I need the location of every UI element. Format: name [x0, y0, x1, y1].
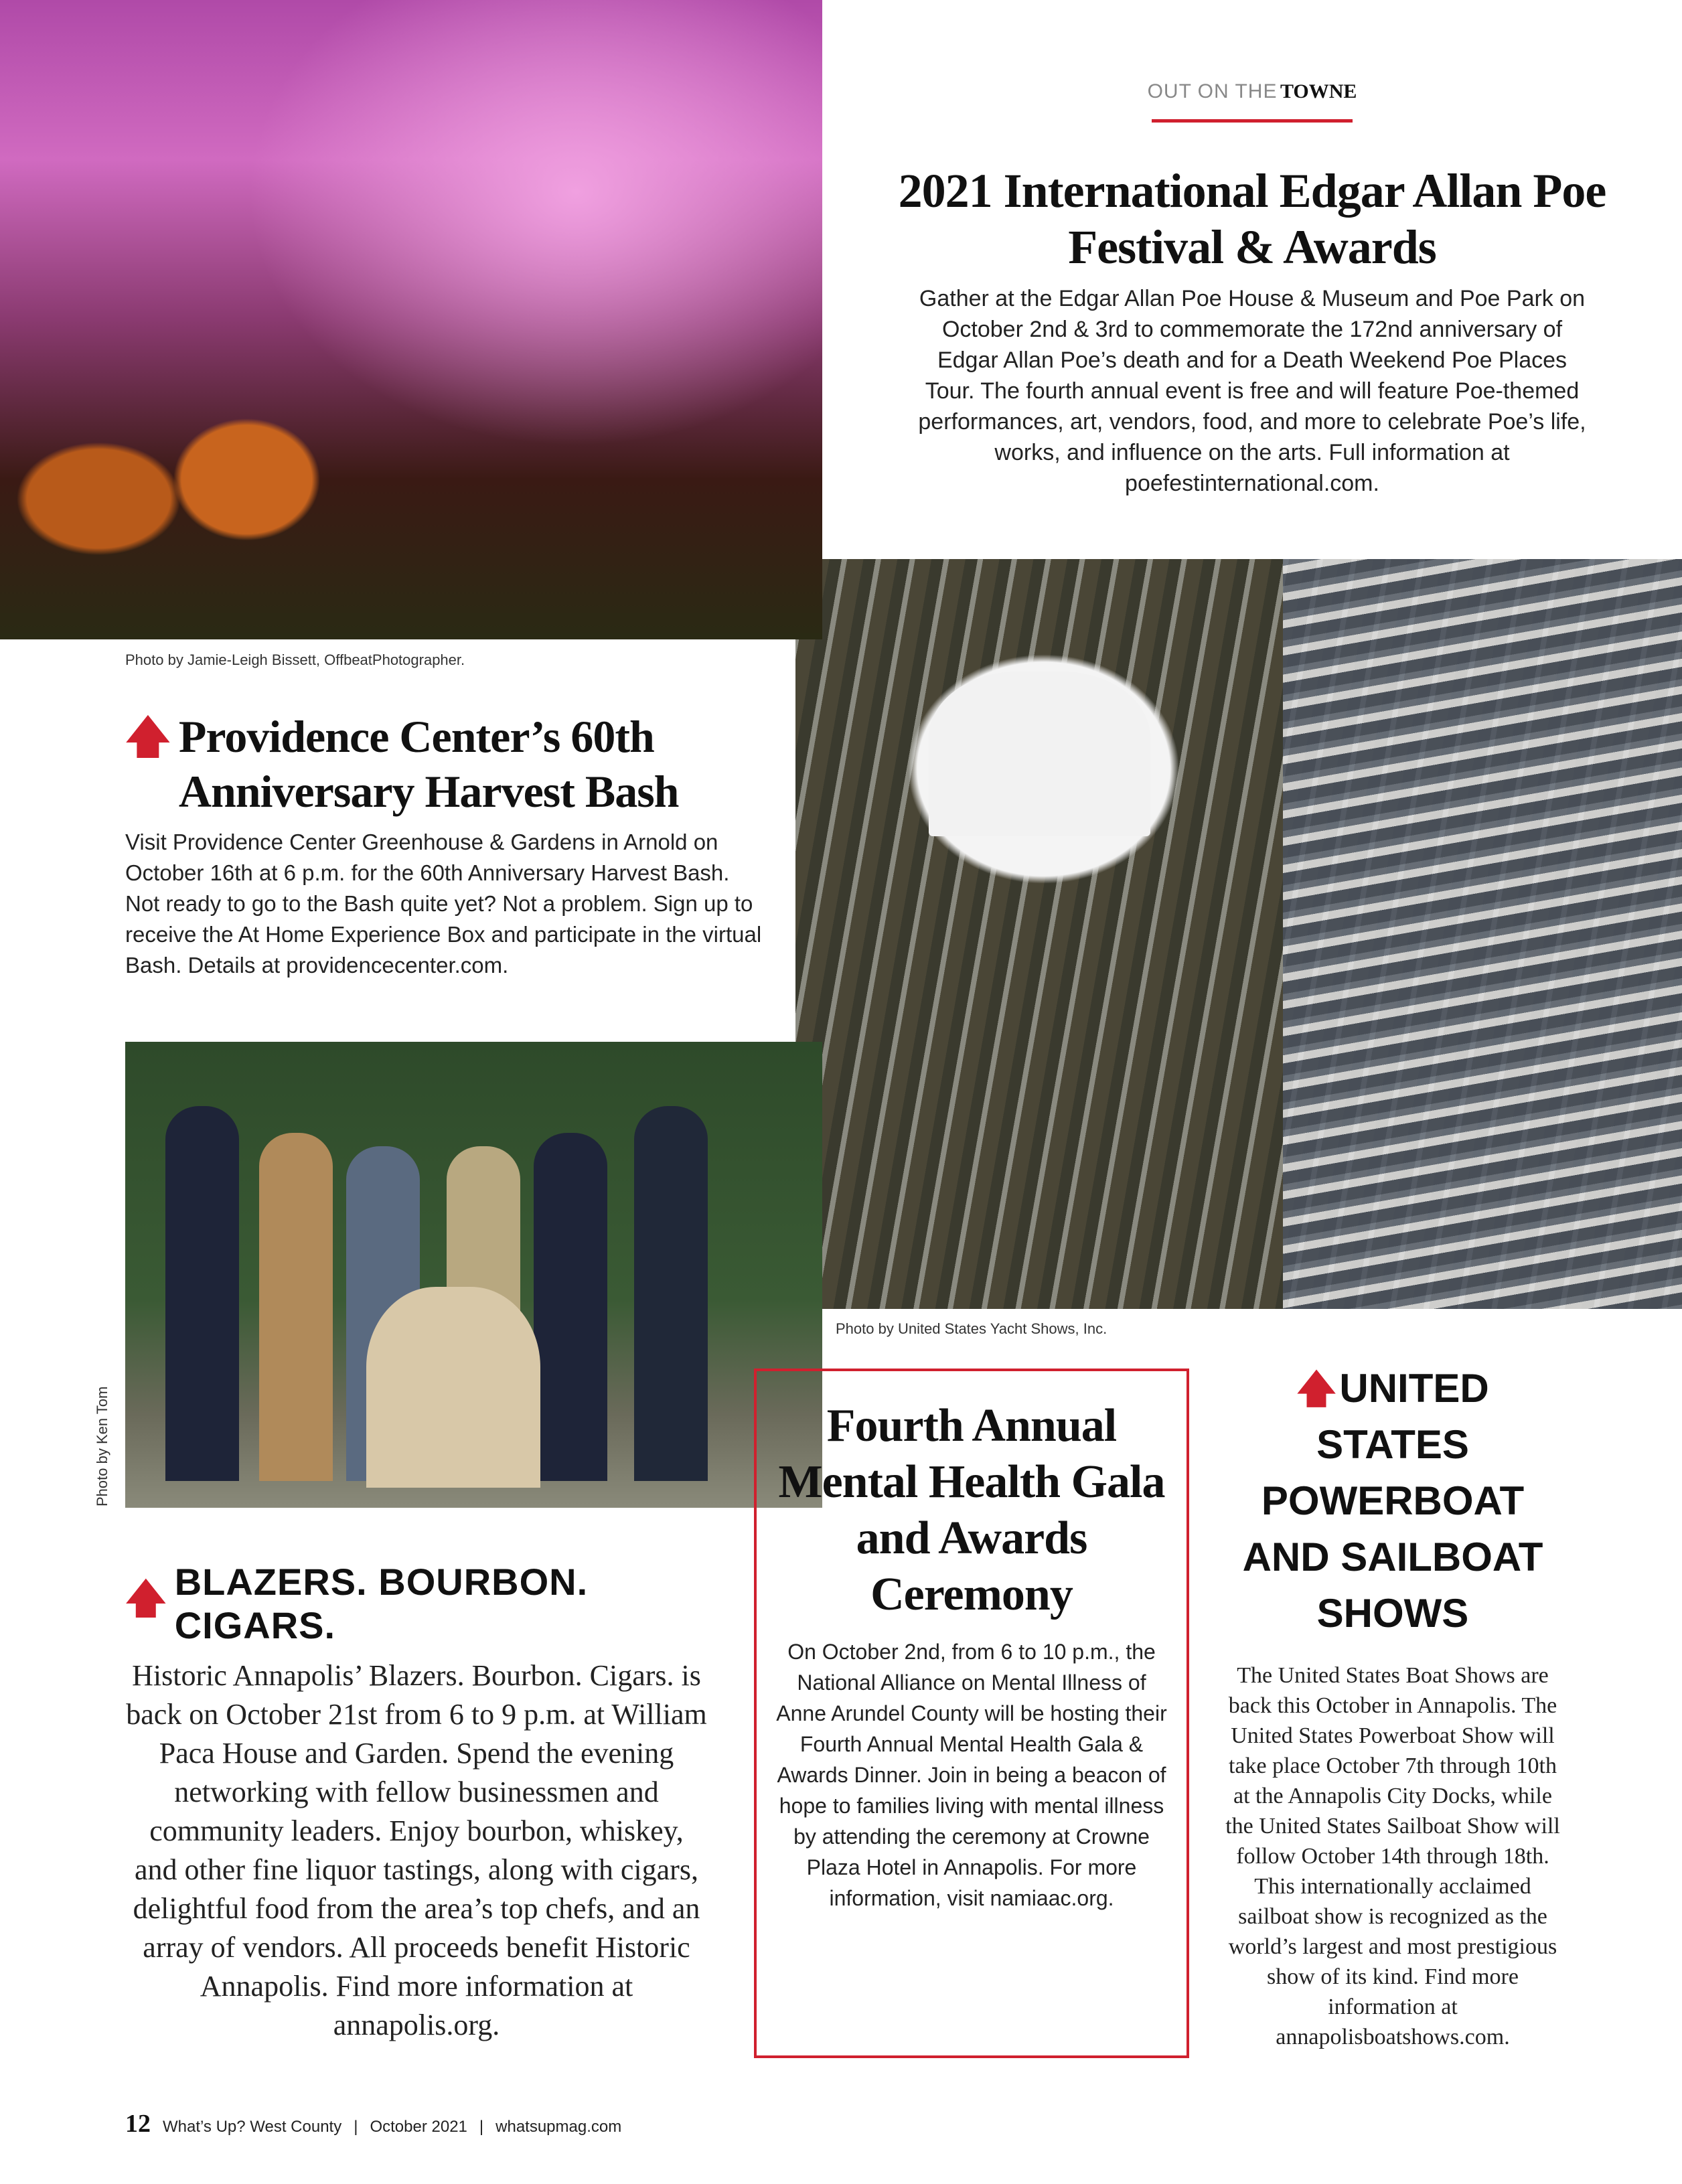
poe-title: 2021 International Edgar Allan Poe Festival & Awards — [898, 164, 1606, 274]
providence-heading: 🡅 Providence Center’s 60th Anniversary Harvest Bash — [125, 709, 781, 819]
section-underline — [1152, 119, 1353, 123]
boatshows-column — [1225, 1366, 1560, 2052]
providence-body: Visit Providence Center Greenhouse & Gardens in Arnold on October 16th at 6 p.m. for the 60th Anniversary Harvest Bash. Not ready to go to the Bash quite yet? Not a problem. Sign up to receive the At Home Experience Box and participate in the virtual Bash. Details at providencecenter.com. — [125, 830, 762, 978]
arrow-up-icon: 🡅 — [125, 712, 171, 761]
providence-column — [125, 651, 781, 981]
gala-box — [754, 1369, 1189, 2058]
page-number: 12 — [125, 2110, 151, 2138]
footer: 12 What’s Up? West County | October 2021 | whatsupmag.com — [125, 2110, 622, 2138]
blazers-heading: 🡅 BLAZERS. BOURBON. CIGARS. — [125, 1561, 589, 1646]
blazers-event-photo — [125, 1042, 822, 1508]
boat-show-marina-photo — [795, 559, 1682, 1309]
blazers-body: Historic Annapolis’ Blazers. Bourbon. Cigars. is back on October 21st from 6 to 9 p.m. at William Paca House and Garden. Spend the evening networking with fellow businessmen and community leaders. Enjoy bourbon, whiskey, and other fine liquor tastings, along with cigars, delightful food from the area’s top chefs, and an array of vendors. All proceeds benefit Historic Annapolis. Find more information at annapolis.org. — [126, 1659, 707, 2041]
site-link[interactable]: whatsupmag.com — [495, 2118, 622, 2136]
gala-title: Fourth Annual Mental Health Gala and Awards Ceremony — [778, 1400, 1165, 1620]
men-photo-caption: Photo by Ken Tom — [94, 1386, 110, 1506]
tent-photo-caption: Photo by Jamie-Leigh Bissett, OffbeatPhotographer. — [125, 651, 465, 668]
poe-column — [822, 80, 1682, 499]
poe-body: Gather at the Edgar Allan Poe House & Museum and Poe Park on October 2nd & 3rd to commemorate the 172nd anniversary of Edgar Allan Poe’s death and for a Death Weekend Poe Places Tour. The fourth annual event is free and will feature Poe-themed performances, art, vendors, food, and more to celebrate Poe’s life, works, and influence on the arts. Full information at poefestinternational.com. — [918, 286, 1586, 496]
blazers-column — [125, 1560, 714, 2045]
arrow-up-icon: 🡅 — [1296, 1367, 1336, 1411]
section-label: OUT ON THE TOWNE — [1148, 80, 1357, 123]
arrow-up-icon: 🡅 — [125, 1576, 167, 1621]
boatshows-heading: 🡅 UNITED STATES POWERBOAT AND SAILBOAT SHOWS — [1242, 1366, 1543, 1636]
gala-body: On October 2nd, from 6 to 10 p.m., the National Alliance on Mental Illness of Anne Arundel County will be hosting their Fourth Annual Mental Health Gala & Awards Dinner. Join in being a beacon of hope to families living with mental illness by attending the ceremony at Crowne Plaza Hotel in Annapolis. For more information, visit namiaac.org. — [776, 1640, 1167, 1910]
boatshows-body: The United States Boat Shows are back this October in Annapolis. The United States Powerboat Show will take place October 7th through 10th at the Annapolis City Docks, while the United States Sailboat Show will follow October 14th through 18th. This internationally acclaimed sailboat show is recognized as the world’s largest and most prestigious show of its kind. Find more information at annapolisboatshows.com. — [1225, 1663, 1560, 2049]
harvest-tent-photo — [0, 0, 822, 639]
marina-photo-caption: Photo by United States Yacht Shows, Inc. — [836, 1320, 1107, 1337]
